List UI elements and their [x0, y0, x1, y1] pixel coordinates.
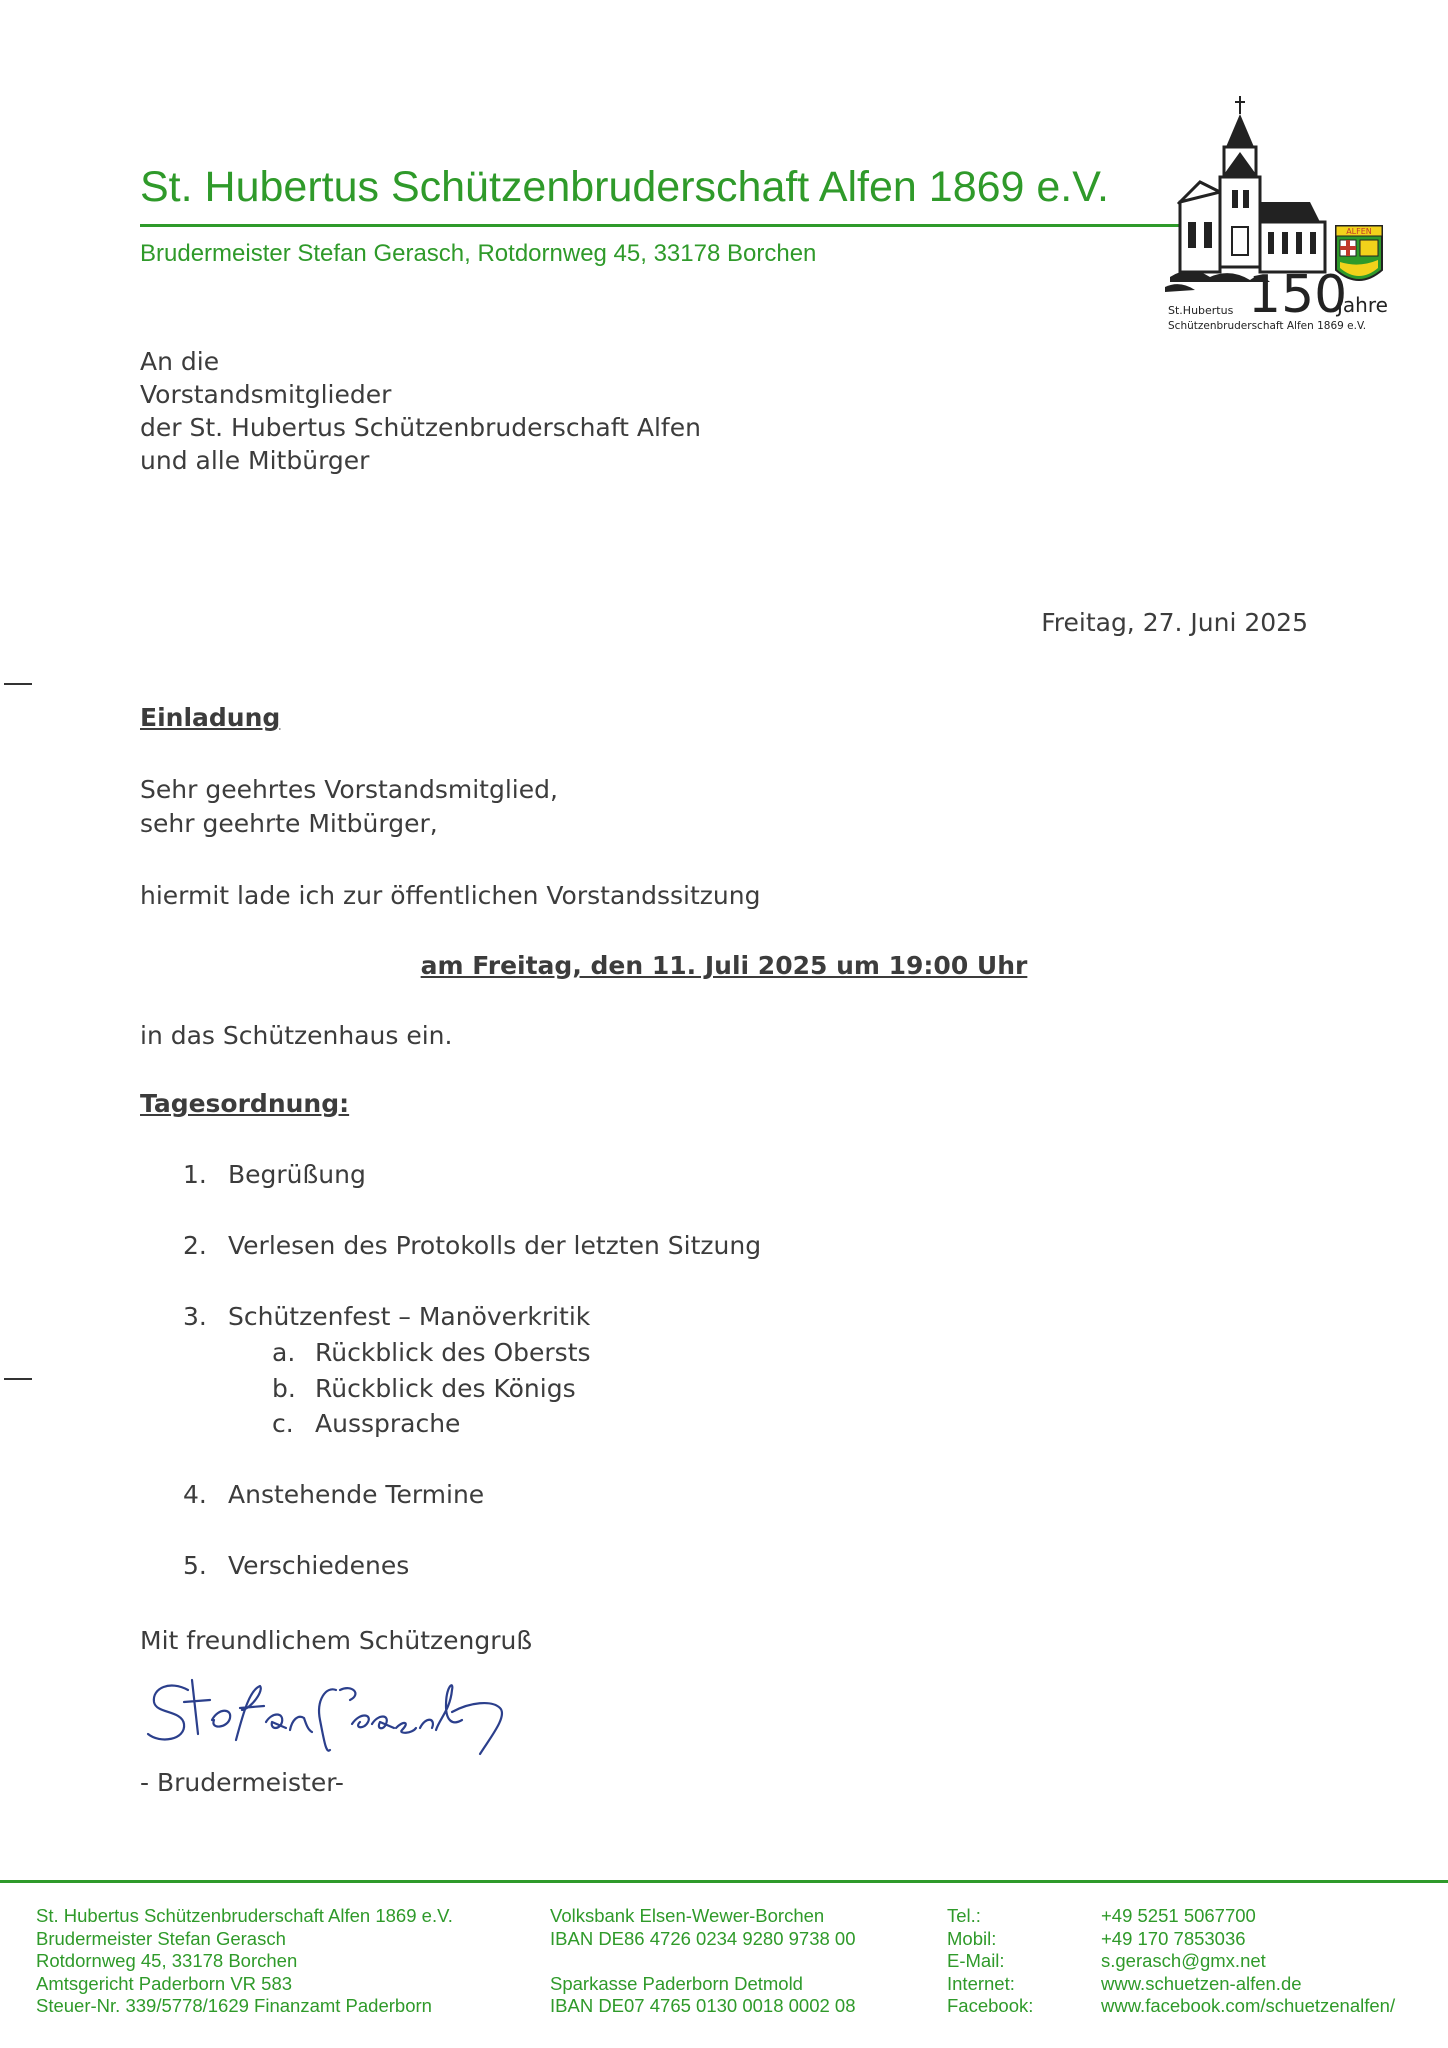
agenda-item-text: Begrüßung [228, 1160, 366, 1189]
header-divider [140, 224, 1180, 227]
anniversary-logo [1160, 92, 1390, 342]
fold-mark [4, 683, 32, 685]
svg-text:St.Hubertus: St.Hubertus [1168, 304, 1234, 317]
meeting-date: am Freitag, den 11. Juli 2025 um 19:00 Uhr [420, 951, 1028, 980]
footer-line: Steuer-Nr. 339/5778/1629 Finanzamt Paderborn [36, 1995, 432, 2016]
footer-mobile: +49 170 7853036 [1101, 1927, 1246, 1949]
agenda-item-number: 2. [183, 1231, 207, 1260]
footer-line: IBAN DE07 4765 0130 0018 0002 08 [550, 1995, 856, 2016]
recipient-line: und alle Mitbürger [140, 446, 370, 475]
svg-text:Schützenbruderschaft Alfen 186: Schützenbruderschaft Alfen 1869 e.V. [1168, 320, 1367, 332]
agenda-item-text: Verschiedenes [228, 1551, 410, 1580]
agenda-item-number: 4. [183, 1480, 207, 1509]
footer-facebook: www.facebook.com/schuetzenalfen/ [1101, 1995, 1396, 2016]
footer-email: s.gerasch@gmx.net [1101, 1950, 1266, 1971]
svg-text:150: 150 [1248, 265, 1348, 325]
footer-line: Brudermeister Stefan Gerasch [36, 1927, 286, 1949]
footer-label: E-Mail: [947, 1950, 1005, 1971]
letter-date: Freitag, 27. Juni 2025 [1041, 608, 1308, 637]
agenda-item-text: Schützenfest – Manöverkritik [228, 1302, 591, 1331]
agenda-item-text: Anstehende Termine [228, 1480, 485, 1509]
church-icon [1160, 92, 1390, 342]
agenda-subitem-text: Rückblick des Obersts [315, 1338, 591, 1367]
svg-text:Jahre: Jahre [1337, 293, 1388, 317]
agenda-subitem-letter: b. [272, 1374, 296, 1403]
agenda-item [183, 1551, 409, 1580]
footer-label: Facebook: [947, 1995, 1034, 2016]
agenda-subitem [272, 1374, 576, 1403]
salutation-line: Sehr geehrtes Vorstandsmitglied, [140, 775, 558, 804]
footer-line: Rotdornweg 45, 33178 Borchen [36, 1950, 298, 1971]
footer-phone: +49 5251 5067700 [1101, 1905, 1256, 1926]
footer-label: Internet: [947, 1972, 1015, 1994]
agenda-item [183, 1480, 484, 1509]
footer-contact-values [1101, 1905, 1395, 2018]
agenda-item [183, 1231, 761, 1260]
invite-text: hiermit lade ich zur öffentlichen Vorstandssitzung [140, 881, 761, 910]
agenda-item [183, 1302, 590, 1331]
footer-line: St. Hubertus Schützenbruderschaft Alfen 1869 e.V. [36, 1905, 453, 1926]
footer-line [550, 1950, 856, 1973]
closing-text: Mit freundlichem Schützengruß [140, 1626, 533, 1655]
agenda-subitem-letter: a. [272, 1338, 296, 1367]
agenda-subitem [272, 1409, 460, 1438]
footer-divider [0, 1880, 1448, 1883]
svg-text:ALFEN: ALFEN [1346, 227, 1372, 236]
header-address: Brudermeister Stefan Gerasch, Rotdornweg 45, 33178 Borchen [140, 240, 817, 267]
letter-subject: Einladung [140, 703, 281, 732]
agenda-subitem-text: Aussprache [315, 1409, 461, 1438]
footer-label: Mobil: [947, 1927, 997, 1949]
footer-label: Tel.: [947, 1905, 981, 1926]
organization-title: St. Hubertus Schützenbruderschaft Alfen 1869 e.V. [140, 163, 1109, 211]
footer-line: Amtsgericht Paderborn VR 583 [36, 1972, 293, 1994]
footer-line: Volksbank Elsen-Wewer-Borchen [550, 1905, 825, 1926]
location-text: in das Schützenhaus ein. [140, 1021, 453, 1050]
agenda-item [183, 1160, 366, 1189]
salutation-line: sehr geehrte Mitbürger, [140, 809, 438, 838]
agenda-item-number: 3. [183, 1302, 207, 1331]
recipient-address [140, 345, 701, 477]
agenda-subitem [272, 1338, 591, 1367]
agenda-item-text: Verlesen des Protokolls der letzten Sitzung [228, 1231, 762, 1260]
agenda-subitem-text: Rückblick des Königs [315, 1374, 576, 1403]
recipient-line: der St. Hubertus Schützenbruderschaft Alfen [140, 413, 701, 442]
agenda-item-number: 1. [183, 1160, 207, 1189]
agenda-subitem-letter: c. [272, 1409, 294, 1438]
footer-website: www.schuetzen-alfen.de [1101, 1972, 1302, 1994]
recipient-line: An die [140, 347, 220, 376]
signatory-role: - Brudermeister- [140, 1768, 344, 1797]
salutation [140, 773, 558, 841]
recipient-line: Vorstandsmitglieder [140, 380, 392, 409]
footer-contact-labels [947, 1905, 1033, 2018]
handwritten-signature [140, 1650, 510, 1760]
fold-mark [4, 1378, 32, 1380]
footer-line: Sparkasse Paderborn Detmold [550, 1972, 803, 1994]
agenda-item-number: 5. [183, 1551, 207, 1580]
footer-line: IBAN DE86 4726 0234 9280 9738 00 [550, 1927, 856, 1949]
footer-bank-info [550, 1905, 856, 2018]
agenda-title: Tagesordnung: [140, 1089, 350, 1118]
footer-org-info [36, 1905, 453, 2018]
